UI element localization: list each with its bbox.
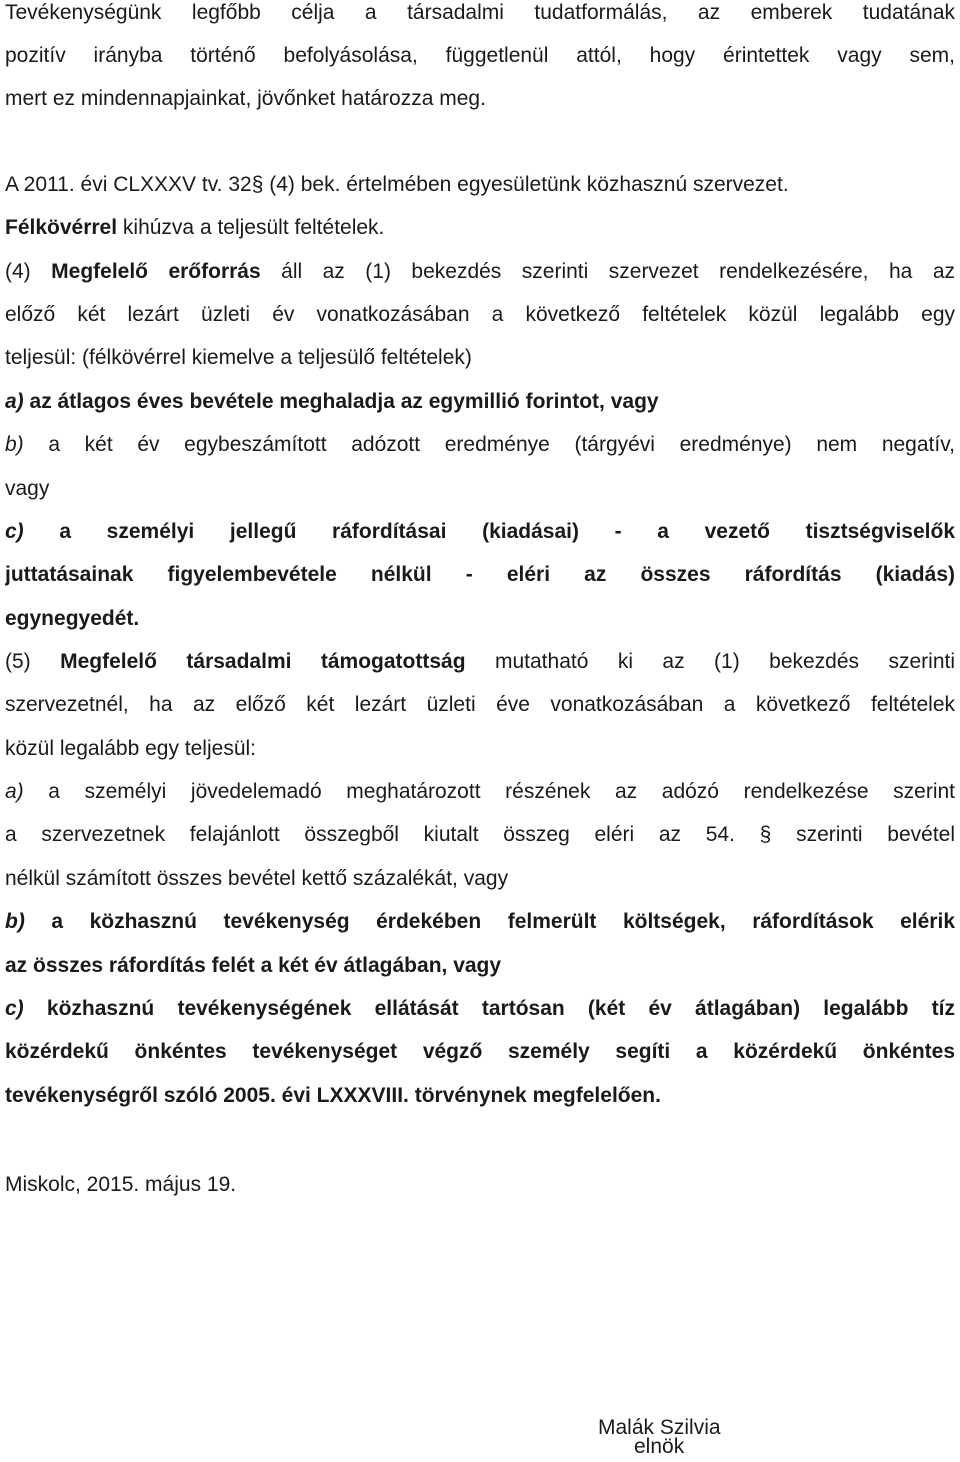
s5-item-a-line-2-rest: szerinti bevétel (771, 823, 955, 846)
law-reference-line: A 2011. évi CLXXXV tv. 32§ (4) bek. értelmében egyesületünk közhasznú szervezet. (5, 173, 789, 196)
section4-line-1-rest: áll az (1) bekezdés szerinti szervezet rendelkezésére, ha az (260, 260, 955, 283)
section4-item-a (5, 387, 659, 417)
section4-heading: Megfelelő erőforrás (51, 260, 261, 283)
section4-item-b (5, 430, 955, 460)
item-c-label: c) (5, 520, 24, 543)
item-a-text: az átlagos éves bevétele meghaladja az egymillió forintot, vagy (23, 390, 659, 413)
date-line: Miskolc, 2015. május 19. (5, 1173, 237, 1196)
s5-item-a-line-2-text: a szervezetnek felajánlott összegből kiutalt összeg eléri az 54. (5, 823, 735, 846)
section5-line-1 (5, 647, 955, 677)
s5-item-a-label: a) (5, 780, 24, 803)
s5-item-c-text: közhasznú tevékenységének ellátását tartósan (két év átlagában) legalább tíz (23, 997, 955, 1020)
section5-item-a-line-3: nélkül számított összes bevétel kettő százalékát, vagy (5, 867, 509, 890)
item-b-text: a két év egybeszámított adózott eredménye (tárgyévi eredménye) nem negatív, (23, 433, 955, 456)
legend-bold-word: Félkövérrel (5, 216, 118, 239)
section5-item-c-line-2: közérdekű önkéntes tevékenységet végző személy segíti a közérdekű önkéntes (5, 1040, 955, 1063)
section5-item-c-line-3: tevékenységről szóló 2005. évi LXXXVIII. törvénynek megfelelően. (5, 1084, 661, 1107)
section5-line-2: szervezetnél, ha az előző két lezárt üzleti éve vonatkozásában a következő feltételek (5, 693, 955, 716)
section5-item-b (5, 907, 955, 937)
section4-item-b-line-2: vagy (5, 477, 50, 500)
intro-line-1: Tevékenységünk legfőbb célja a társadalmi tudatformálás, az emberek tudatának (5, 1, 955, 24)
section4-line-2: előző két lezárt üzleti év vonatkozásában a következő feltételek közül legalább egy (5, 303, 955, 326)
s5-item-c-label: c) (5, 997, 24, 1020)
section5-number: (5) (5, 650, 61, 673)
legend-rest: kihúzva a teljesült feltételek. (117, 216, 385, 239)
section4-line-3: teljesül: (félkövérrel kiemelve a teljesülő feltételek) (5, 346, 472, 369)
section4-item-c (5, 517, 955, 547)
s5-item-a-text: a személyi jövedelemadó meghatározott részének az adózó rendelkezése szerint (23, 780, 955, 803)
s5-item-b-text: a közhasznú tevékenység érdekében felmerült költségek, ráfordítások elérik (24, 910, 955, 933)
s5-item-b-label: b) (5, 910, 25, 933)
section5-item-b-line-2: az összes ráfordítás felét a két év átlagában, vagy (5, 954, 502, 977)
legend-line (5, 213, 384, 243)
section5-item-a-line-2 (5, 820, 955, 850)
section4-line-1 (5, 257, 955, 287)
section5-heading: Megfelelő társadalmi támogatottság (60, 650, 466, 673)
section5-line-1-rest: mutatható ki az (1) bekezdés szerinti (465, 650, 955, 673)
item-b-label: b) (5, 433, 24, 456)
intro-line-3: mert ez mindennapjainkat, jövőnket határozza meg. (5, 87, 486, 110)
section5-item-a (5, 777, 955, 807)
section5-line-3: közül legalább egy teljesül: (5, 737, 256, 760)
section-sign: § (759, 823, 772, 846)
signature-title: elnök (634, 1435, 685, 1458)
section4-number: (4) (5, 260, 52, 283)
intro-line-2: pozitív irányba történő befolyásolása, függetlenül attól, hogy érintettek vagy sem, (5, 44, 955, 67)
item-a-label: a) (5, 390, 24, 413)
section4-item-c-line-2: juttatásainak figyelembevétele nélkül - eléri az összes ráfordítás (kiadás) (5, 563, 955, 586)
section5-item-c (5, 994, 955, 1024)
item-c-text: a személyi jellegű ráfordításai (kiadásai) - a vezető tisztségviselők (23, 520, 955, 543)
section4-item-c-line-3: egynegyedét. (5, 607, 140, 630)
signature-name: Malák Szilvia (598, 1416, 721, 1439)
